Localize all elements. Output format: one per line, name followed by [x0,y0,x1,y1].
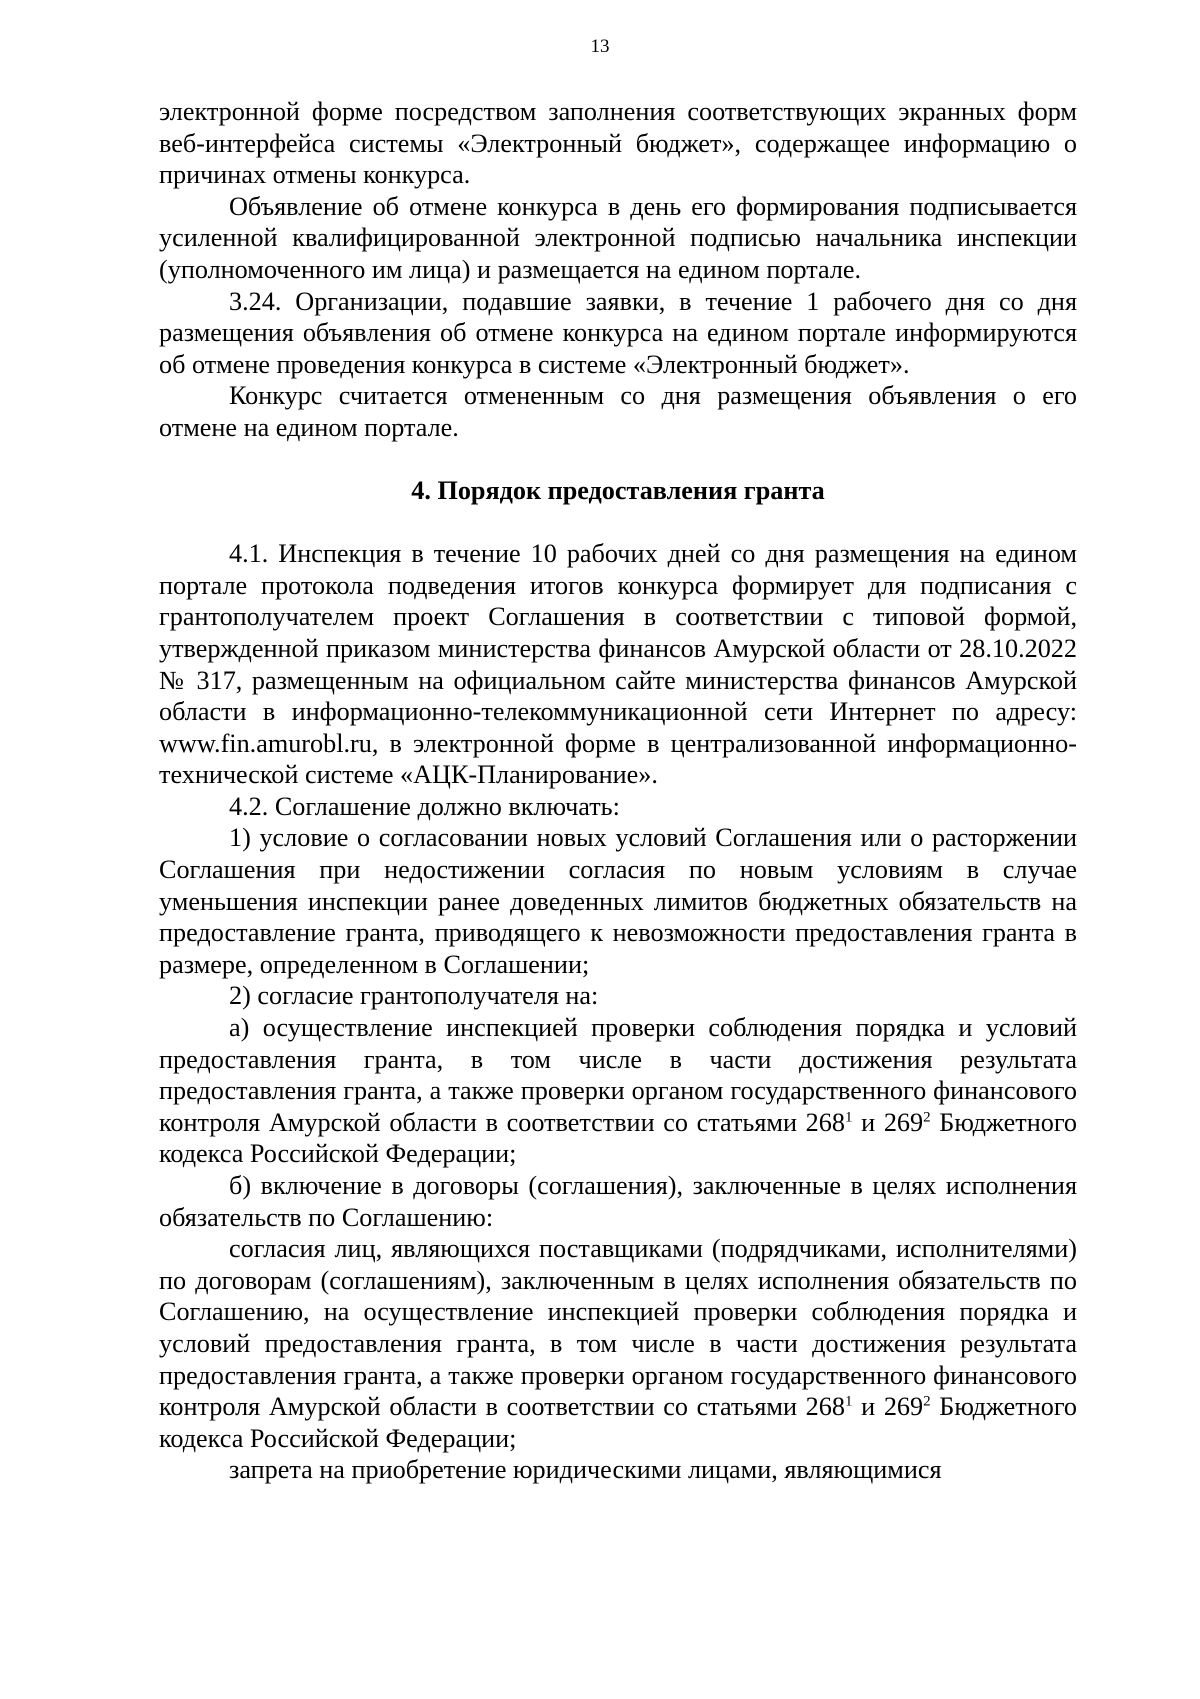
list-item-2a-text: а) осуществление инспекцией проверки соблюдения порядка и условий предоставления гранта, в том числе в части достижения результата предоставления гранта, а также проверки органом государственного финансового контроля Амурской области в соответствии со статьями 268 [159,1013,1077,1137]
superscript: 2 [923,1109,931,1126]
list-item-2a-text-2: и 269 [852,1107,924,1137]
list-item-2a-text-3: Бюджетного кодекса Российской Федерации; [159,1107,1078,1169]
list-item-2: 2) согласие грантополучателя на: [229,981,599,1011]
list-item-1: 1) условие о согласовании новых условий Соглашения или о расторжении Соглашения при недостижении согласия по новым условиям в случае уменьшения инспекции ранее доведенных лимитов бюджетных обязательств на предоставление гранта, приводящего к невозможности предоставления гранта в размере, определенном в Соглашении; [159,823,1077,979]
consent-text: согласия лиц, являющихся поставщиками (подрядчиками, исполнителями) по договорам (соглашениям), заключенным в целях исполнения обязательств по Соглашению, на осуществление инспекцией проверки соблюдения порядка и условий предоставления гранта, в том числе в части достижения результата предоставления гранта, а также проверки органом государственного финансового контроля Амурской области в соответствии со статьями 268 [159,1234,1077,1422]
section-heading: 4. Порядок предоставления гранта [411,475,825,505]
page-number: 13 [590,36,610,57]
superscript: 1 [844,1109,853,1126]
list-item-2a [159,1012,1077,1170]
consent-text-2: и 269 [852,1392,924,1422]
paragraph-3-24: 3.24. Организации, подавшие заявки, в течение 1 рабочего дня со дня размещения объявления об отмене конкурса на едином портале информируются об отмене проведения конкурса в системе «Электронный бюджет». [159,286,1077,379]
paragraph-cancellation-signing: Объявление об отмене конкурса в день его формирования подписывается усиленной квалифицированной электронной подписью начальника инспекции (уполномоченного им лица) и размещается на едином портале. [159,191,1077,284]
document-body [159,96,1077,1486]
list-item-2b: б) включение в договоры (соглашения), заключенные в целях исполнения обязательств по Соглашению: [159,1171,1077,1232]
paragraph-consent-suppliers [159,1233,1077,1454]
paragraph-4-1: 4.1. Инспекция в течение 10 рабочих дней со дня размещения на едином портале протокола подведения итогов конкурса формирует для подписания с грантополучателем проект Соглашения в соответствии с типовой формой, утвержденной приказом министерства финансов Амурской области от 28.10.2022 № 317, размещенным на официальном сайте министерства финансов Амурской области в информационно-телекоммуникационной сети Интернет по адресу: www.fin.amurobl.ru, в электронной форме в централизованной информационно-технической системе «АЦК-Планирование». [159,539,1077,790]
superscript: 2 [923,1393,931,1410]
paragraph-continuation: электронной форме посредством заполнения соответствующих экранных форм веб-интерфейса системы «Электронный бюджет», содержащее информацию о причинах отмены конкурса. [159,97,1077,190]
superscript: 1 [844,1393,853,1410]
consent-text-3: Бюджетного кодекса Российской Федерации; [159,1392,1078,1453]
paragraph-4-2: 4.2. Соглашение должно включать: [229,791,620,821]
paragraph-prohibition: запрета на приобретение юридическими лицами, являющимися [229,1455,942,1485]
paragraph-contest-cancelled: Конкурс считается отмененным со дня размещения объявления о его отмене на едином портале. [159,381,1077,442]
